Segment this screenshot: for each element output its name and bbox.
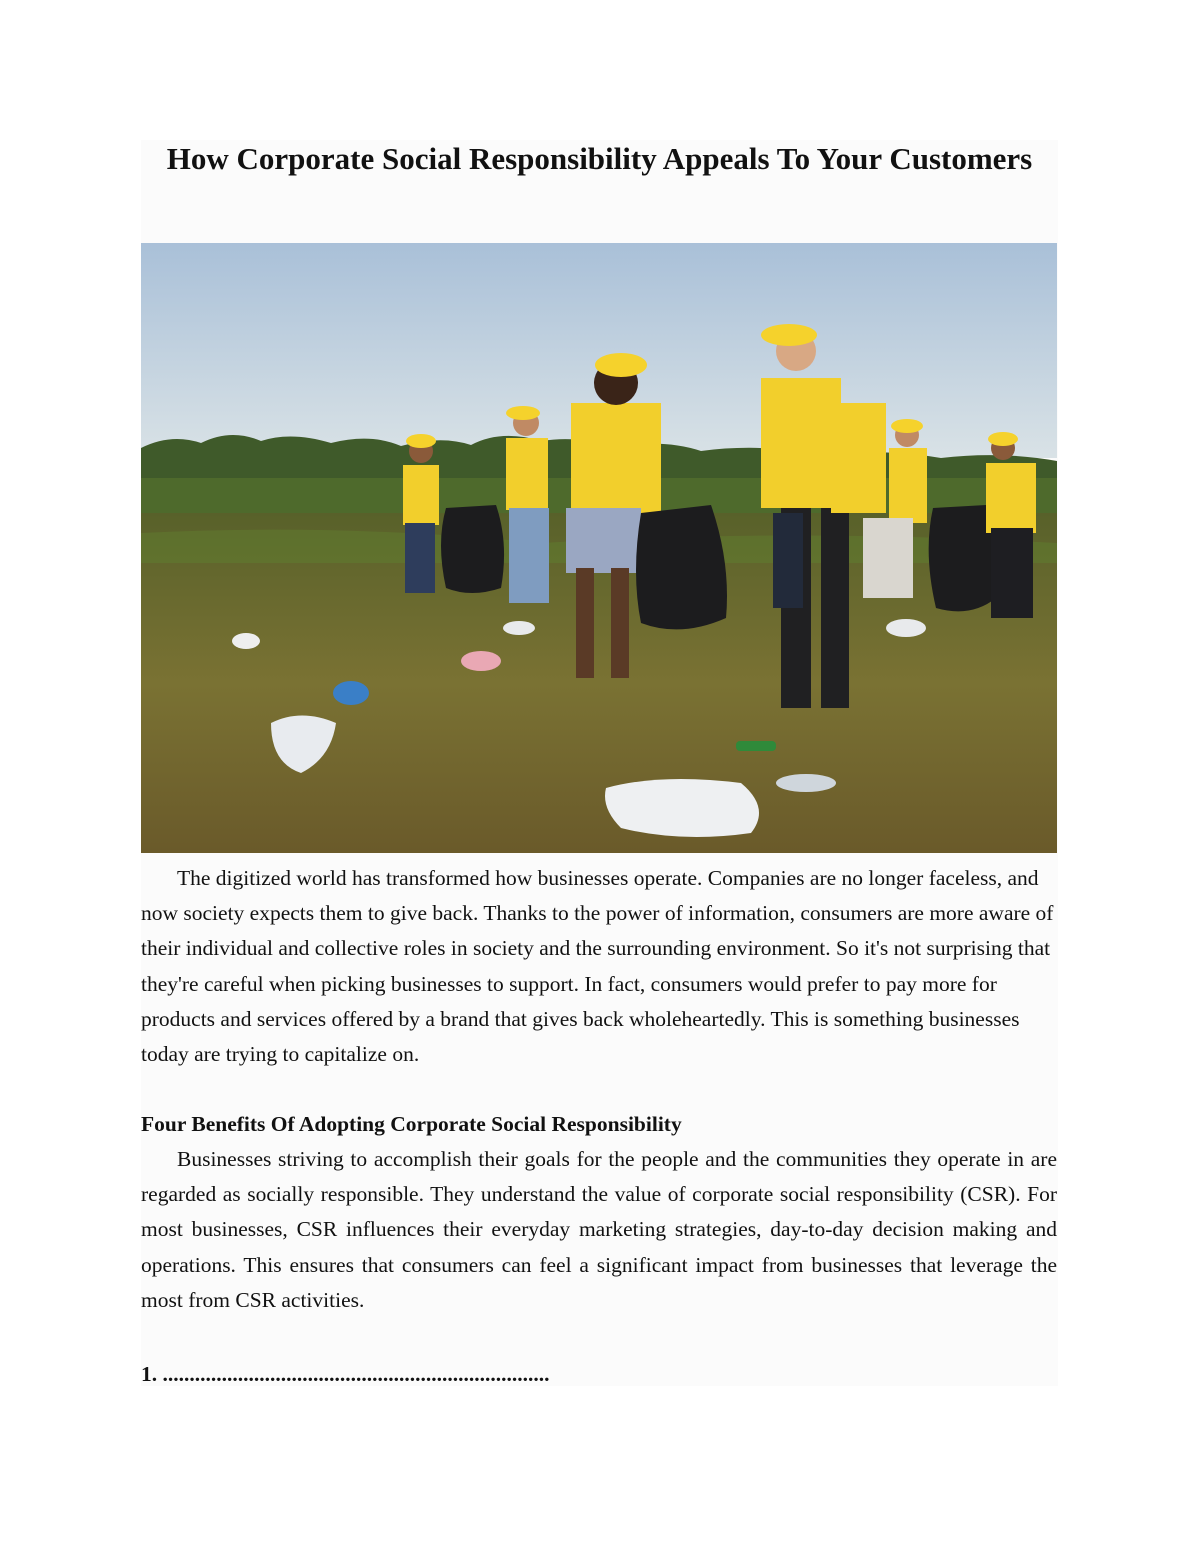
volunteers-cleaning-field-photo: [141, 243, 1057, 853]
benefits-paragraph: Businesses striving to accomplish their goals for the people and the communities they operate in are regarded as socially responsible. They understand the value of corporate social responsibility (CSR). For most businesses, CSR influences their everyday marketing strategies, day-to-day decision making and operations. This ensures that consumers can feel a significant impact from businesses that leverage the most from CSR activities.: [141, 1147, 1057, 1312]
intro-paragraph: The digitized world has transformed how businesses operate. Companies are no longer faceless, and now society expects them to give back. Thanks to the power of information, consumers are more aware of their individual and collective roles in society and the surrounding environment. So it's not surprising that they're careful when picking businesses to support. In fact, consumers would prefer to pay more for products and services offered by a brand that gives back wholeheartedly. This is something businesses today are trying to capitalize on.: [141, 866, 1054, 1067]
numbered-list-item: 1. ........................................................................: [141, 1362, 550, 1386]
article-title: How Corporate Social Responsibility Appeals To Your Customers: [166, 141, 1033, 176]
section-heading: Four Benefits Of Adopting Corporate Social Responsibility: [141, 1112, 682, 1136]
